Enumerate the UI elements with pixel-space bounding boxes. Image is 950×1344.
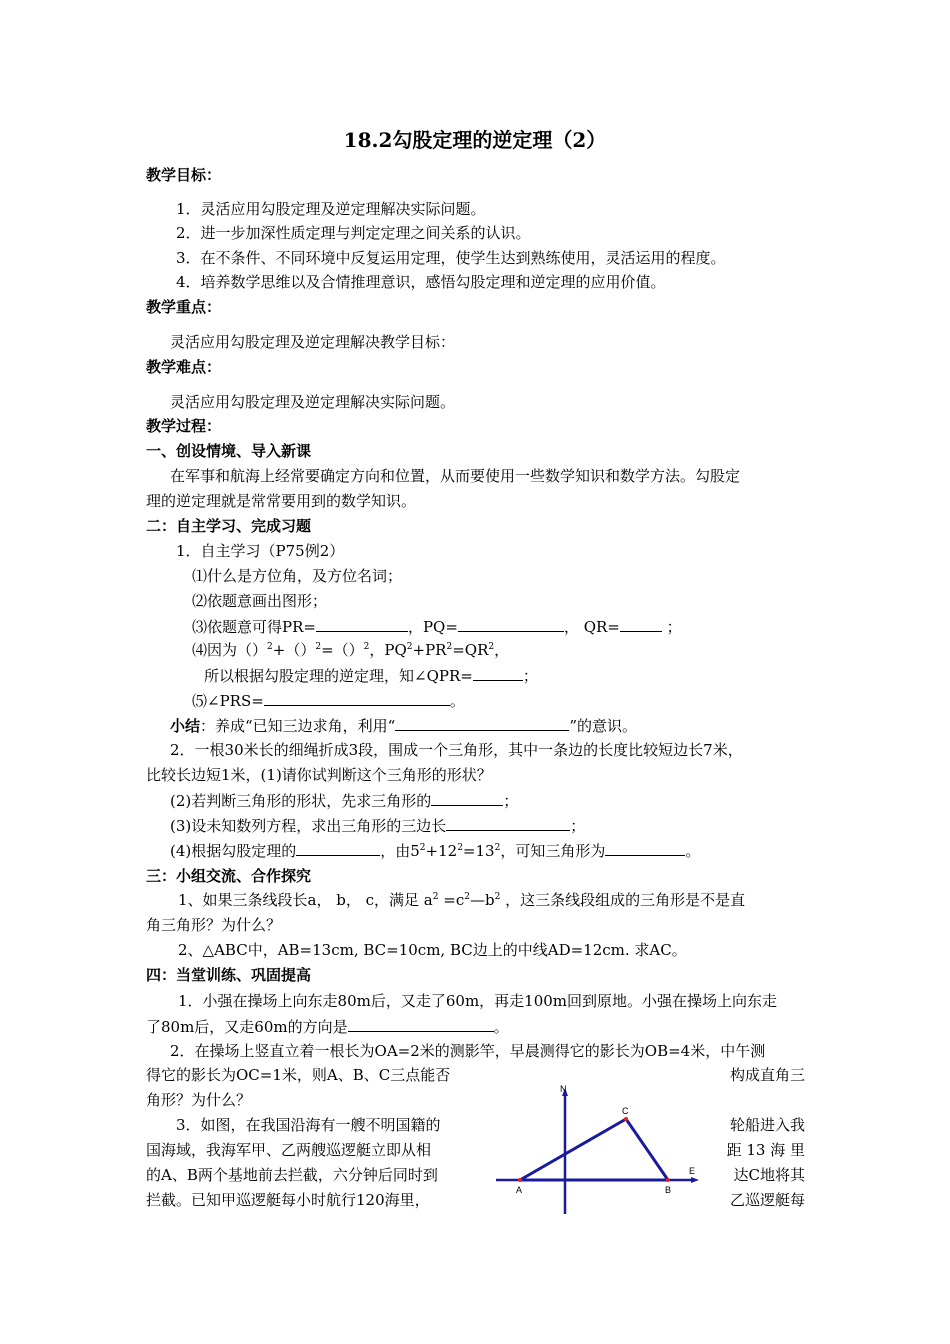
s3p1-text: 1、如果三条线段长a， b， c，满足 a bbox=[178, 891, 433, 909]
s3p1-text: ，这三条线段组成的三角形是不是直 bbox=[500, 891, 746, 909]
label-n: N bbox=[560, 1084, 567, 1094]
q5-text: ⑸∠PRS= bbox=[192, 692, 264, 710]
section-4-problem-2-line-2b: 构成直角三 bbox=[729, 1066, 805, 1084]
p2q4-text: ，由5 bbox=[380, 842, 420, 860]
blank-p2q4-a[interactable] bbox=[296, 840, 380, 856]
q3-text-qr: ， QR= bbox=[563, 618, 620, 636]
question-3 bbox=[192, 616, 682, 637]
section-1-paragraph: 在军事和航海上经常要确定方向和位置，从而要使用一些数学知识和数学方法。勾股定 bbox=[170, 467, 741, 485]
point-c bbox=[624, 1117, 628, 1121]
section-4-problem-3-line-1a: 3．如图，在我国沿海有一艘不明国籍的 bbox=[176, 1116, 441, 1134]
s3p1-text: =c bbox=[438, 891, 465, 909]
self-study-item: 1．自主学习（P75例2） bbox=[176, 542, 345, 560]
s4p1-text-end: 。 bbox=[493, 1018, 509, 1036]
section-4-problem-3-line-3b: 达C地将其 bbox=[733, 1166, 805, 1184]
section-4-problem-3-line-4a: 拦截。已知甲巡逻艇每小时航行120海里， bbox=[146, 1191, 430, 1209]
blank-angle-prs[interactable] bbox=[264, 690, 450, 706]
triangle-abc bbox=[520, 1119, 668, 1180]
section-3-problem-1-line-2: 角三角形？为什么？ bbox=[146, 916, 282, 934]
section-1-title: 一、创设情境、导入新课 bbox=[146, 442, 312, 460]
blank-p2q4-b[interactable] bbox=[605, 840, 685, 856]
section-4-problem-3-line-4b: 乙巡逻艇每 bbox=[729, 1191, 805, 1209]
section-4-title: 四：当堂训练、巩固提高 bbox=[146, 966, 312, 984]
blank-summary[interactable] bbox=[395, 715, 569, 731]
q4-text: +PR bbox=[412, 641, 447, 659]
goal-item: 1．灵活应用勾股定理及逆定理解决实际问题。 bbox=[176, 200, 486, 218]
section-3-title: 三：小组交流、合作探究 bbox=[146, 867, 312, 885]
q5-text-end: 。 bbox=[449, 692, 465, 710]
section-3-problem-2: 2、△ABC中，AB=13cm, BC=10cm, BC边上的中线AD=12cm. 求AC。 bbox=[178, 941, 687, 959]
p2q2-text: (2)若判断三角形的形状，先求三角形的 bbox=[170, 792, 432, 810]
blank-direction[interactable] bbox=[348, 1016, 494, 1032]
heading-key-points: 教学重点： bbox=[146, 298, 222, 316]
superscript: 2 bbox=[419, 843, 426, 853]
goal-item: 4．培养数学思维以及合情推理意识，感悟勾股定理和逆定理的应用价值。 bbox=[176, 273, 666, 291]
heading-difficulties: 教学难点： bbox=[146, 358, 222, 376]
superscript: 2 bbox=[446, 642, 453, 652]
triangle-diagram bbox=[492, 1082, 702, 1217]
section-4-problem-1-line-2 bbox=[146, 1016, 509, 1037]
goal-item: 2．进一步加深性质定理与判定定理之间关系的认识。 bbox=[176, 224, 531, 242]
s3p1-text: —b bbox=[469, 891, 495, 909]
problem-2-line-2: 比较长边短1米，(1)请你试判断这个三角形的形状？ bbox=[146, 766, 492, 784]
summary-text-end: ”的意识。 bbox=[569, 717, 638, 735]
superscript: 2 bbox=[457, 843, 463, 853]
p2q3-text: (3)设未知数列方程，求出三角形的三边长 bbox=[170, 817, 447, 835]
p2q4-text: =13 bbox=[462, 842, 495, 860]
section-3-problem-1 bbox=[178, 890, 745, 910]
p2q3-text-end: ； bbox=[570, 817, 586, 835]
east-arrow bbox=[691, 1177, 699, 1183]
q4-text: ， bbox=[494, 641, 510, 659]
section-4-problem-3-line-2b: 距 13 海 里 bbox=[726, 1141, 805, 1159]
summary-label: 小结 bbox=[170, 717, 201, 735]
problem-2-q4 bbox=[170, 840, 700, 861]
p2q2-text-end: ； bbox=[503, 792, 519, 810]
s4p1-text: 了80m后，又走60m的方向是 bbox=[146, 1018, 348, 1036]
problem-2-q3 bbox=[170, 815, 585, 836]
section-2-title: 二：自主学习、完成习题 bbox=[146, 517, 312, 535]
section-4-problem-3-line-3a: 的A、B两个基地前去拦截，六分钟后同时到 bbox=[146, 1166, 438, 1184]
q3-text-pq: ，PQ= bbox=[407, 618, 458, 636]
question-2: ⑵依题意画出图形； bbox=[192, 592, 328, 610]
superscript: 2 bbox=[494, 892, 501, 902]
p2q4-text: +12 bbox=[425, 842, 458, 860]
p2q4-text-end: 。 bbox=[685, 842, 701, 860]
q3-text-pr: ⑶依题意可得PR= bbox=[192, 618, 316, 636]
blank-pr[interactable] bbox=[316, 616, 408, 632]
blank-pq[interactable] bbox=[458, 616, 564, 632]
superscript: 2 bbox=[432, 892, 439, 902]
section-1-paragraph: 理的逆定理就是常常要用到的数学知识。 bbox=[146, 492, 417, 510]
label-a: A bbox=[516, 1185, 523, 1195]
difficulties-text: 灵活应用勾股定理及逆定理解决实际问题。 bbox=[170, 393, 456, 411]
summary-line bbox=[170, 715, 637, 736]
superscript: 2 bbox=[315, 642, 322, 652]
q4b-text: 所以根据勾股定理的逆定理，知∠QPR= bbox=[204, 667, 473, 685]
q4-text: =（） bbox=[321, 641, 364, 659]
q4-text: =QR bbox=[452, 641, 489, 659]
question-5 bbox=[192, 690, 465, 711]
label-e: E bbox=[689, 1166, 696, 1176]
p2q4-text: (4)根据勾股定理的 bbox=[170, 842, 297, 860]
key-points-text: 灵活应用勾股定理及逆定理解决教学目标： bbox=[170, 333, 456, 351]
section-4-problem-2-line-1: 2．在操场上竖直立着一根长为OA=2米的测影竿，早晨测得它的影长为OB=4米，中午测 bbox=[170, 1042, 766, 1060]
section-4-problem-1-line-1: 1．小强在操场上向东走80m后，又走了60m，再走100m回到原地。小强在操场上向东走 bbox=[178, 992, 778, 1010]
q4-text: ，PQ bbox=[369, 641, 407, 659]
section-4-problem-2-line-3: 角形？为什么？ bbox=[146, 1091, 252, 1109]
page-title: 18.2勾股定理的逆定理（2） bbox=[343, 128, 607, 152]
problem-2-line-1: 2．一根30米长的细绳折成3段，围成一个三角形，其中一条边的长度比较短边长7米， bbox=[170, 741, 743, 759]
blank-qr[interactable] bbox=[620, 616, 662, 632]
superscript: 2 bbox=[267, 642, 273, 652]
question-4-conclusion bbox=[204, 665, 538, 686]
point-b bbox=[666, 1178, 670, 1182]
q3-text-end: ； bbox=[661, 618, 682, 636]
superscript: 2 bbox=[464, 892, 470, 902]
label-b: B bbox=[665, 1185, 672, 1195]
superscript: 2 bbox=[488, 642, 495, 652]
superscript: 2 bbox=[363, 642, 370, 652]
section-4-problem-3-line-2a: 国海域，我海军甲、乙两艘巡逻艇立即从相 bbox=[146, 1141, 432, 1159]
question-4 bbox=[192, 640, 509, 660]
section-4-problem-2-line-2a: 得它的影长为OC=1米，则A、B、C三点能否 bbox=[146, 1066, 451, 1084]
blank-p2q3[interactable] bbox=[446, 815, 570, 831]
heading-goals: 教学目标： bbox=[146, 166, 222, 184]
summary-text: ：养成“已知三边求角，利用“ bbox=[200, 717, 396, 735]
section-4-problem-3-line-1b: 轮船进入我 bbox=[729, 1116, 805, 1134]
blank-angle-qpr[interactable] bbox=[473, 665, 523, 681]
heading-process: 教学过程： bbox=[146, 417, 222, 435]
point-a bbox=[518, 1178, 522, 1182]
goal-item: 3．在不条件、不同环境中反复运用定理，使学生达到熟练使用，灵活运用的程度。 bbox=[176, 249, 726, 267]
question-1: ⑴什么是方位角，及方位名词； bbox=[192, 567, 403, 585]
superscript: 2 bbox=[494, 843, 501, 853]
problem-2-q2 bbox=[170, 790, 518, 811]
superscript: 2 bbox=[406, 642, 413, 652]
q4-text: +（） bbox=[272, 641, 316, 659]
blank-p2q2[interactable] bbox=[431, 790, 503, 806]
q4-text: ⑷因为（） bbox=[192, 641, 268, 659]
q4b-text-end: ； bbox=[522, 667, 538, 685]
p2q4-text: ，可知三角形为 bbox=[500, 842, 606, 860]
label-c: C bbox=[622, 1106, 629, 1116]
